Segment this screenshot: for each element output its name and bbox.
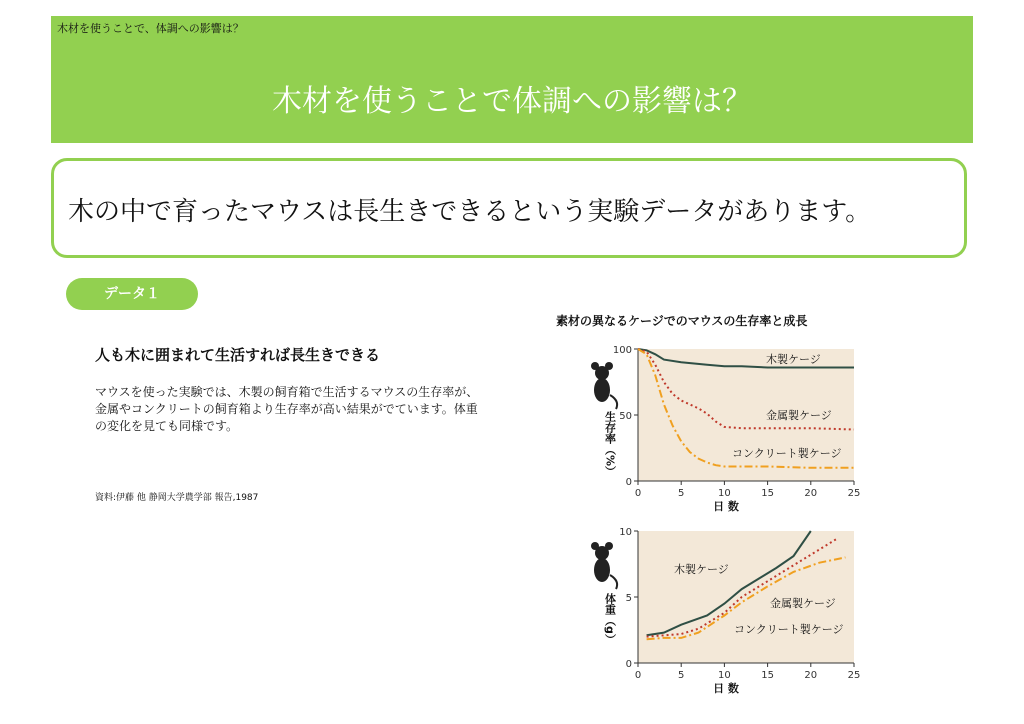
x-axis-label: 日 数 [713, 500, 739, 513]
charts-figure [570, 335, 870, 705]
y-axis-label: 生存率（%） [603, 411, 617, 478]
x-tick-label: 25 [847, 488, 861, 499]
series-label-metal: 金属製ケージ [770, 597, 836, 610]
series-label-concrete: コンクリート製ケージ [732, 447, 842, 460]
source-note: 資料:伊藤 他 静岡大学農学部 報告,1987 [95, 493, 259, 503]
y-tick-label: 0 [625, 477, 632, 488]
series-label-wood: 木製ケージ [674, 563, 729, 576]
figure-title: 素材の異なるケージでのマウスの生存率と成長 [556, 314, 808, 328]
x-tick-label: 20 [804, 488, 818, 499]
y-tick-label: 50 [619, 411, 632, 422]
message-text: 木の中で育ったマウスは長生きできるという実験データがあります。 [68, 197, 872, 227]
series-label-metal: 金属製ケージ [766, 409, 832, 422]
x-tick-label: 15 [761, 670, 774, 681]
weight-chart [604, 527, 861, 695]
x-tick-label: 10 [718, 488, 731, 499]
x-tick-label: 0 [634, 488, 642, 499]
message-box [51, 158, 967, 258]
x-tick-label: 15 [761, 488, 774, 499]
y-tick-label: 10 [619, 527, 632, 538]
x-tick-label: 20 [804, 670, 818, 681]
y-tick-label: 100 [612, 345, 632, 356]
section-body: マウスを使った実験では、木製の飼育箱で生活するマウスの生存率が、金属やコンクリートの飼育箱より生存率が高い結果がでています。体重の変化を見ても同様です。 [95, 385, 479, 433]
x-axis-label: 日 数 [713, 682, 739, 695]
mouse-icon-survival [591, 362, 617, 409]
data-badge: データ１ [66, 278, 198, 310]
banner-small-title: 木材を使うことで、体調への影響は？ [57, 22, 244, 35]
survival-chart [604, 345, 861, 513]
series-label-concrete: コンクリート製ケージ [734, 623, 844, 636]
page-title: 木材を使うことで体調への影響は？ [272, 84, 752, 119]
x-tick-label: 5 [678, 670, 685, 681]
y-tick-label: 0 [625, 659, 632, 670]
x-tick-label: 0 [634, 670, 642, 681]
y-tick-label: 5 [625, 593, 632, 604]
x-tick-label: 10 [718, 670, 731, 681]
series-label-wood: 木製ケージ [766, 353, 821, 366]
title-banner [51, 16, 973, 143]
x-tick-label: 5 [678, 488, 685, 499]
section-heading: 人も木に囲まれて生活すれば長生きできる [95, 346, 381, 364]
y-axis-label: 体重（g） [603, 593, 617, 645]
mouse-icon-weight [591, 542, 617, 589]
x-tick-label: 25 [847, 670, 861, 681]
